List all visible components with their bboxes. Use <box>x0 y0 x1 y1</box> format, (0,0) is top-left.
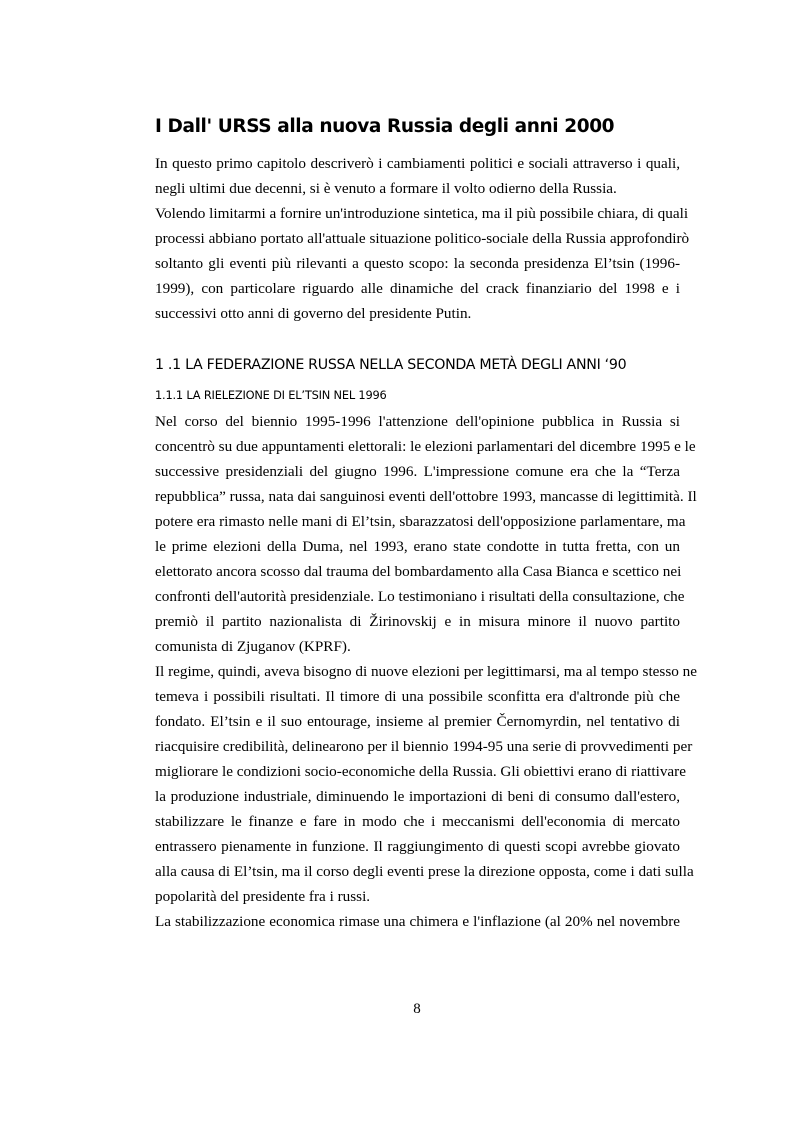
body-line: la produzione industriale, diminuendo le importazioni di beni di consumo dall'estero, <box>155 788 680 805</box>
body-line: alla causa di El’tsin, ma il corso degli eventi prese la direzione opposta, come i dati sulla <box>155 863 694 880</box>
body-line: riacquisire credibilità, delinearono per il biennio 1994-95 una serie di provvedimenti per <box>155 738 693 755</box>
body-line: La stabilizzazione economica rimase una chimera e l'inflazione (al 20% nel novembre <box>155 913 680 930</box>
body-line: Nel corso del biennio 1995-1996 l'attenzione dell'opinione pubblica in Russia si <box>155 413 680 430</box>
page-number: 8 <box>413 1001 421 1017</box>
body-line: comunista di Zjuganov (KPRF). <box>155 638 351 655</box>
intro-line: processi abbiano portato all'attuale situazione politico-sociale della Russia approfondirò <box>155 230 690 247</box>
body-line: temeva i possibili risultati. Il timore di una possibile sconfitta era d'altronde più che <box>155 688 680 705</box>
body-line: confronti dell'autorità presidenziale. Lo testimoniano i risultati della consultazione, che <box>155 588 685 605</box>
chapter-title: I Dall' URSS alla nuova Russia degli anni 2000 <box>155 116 615 137</box>
body-line: potere era rimasto nelle mani di El’tsin, sbarazzatosi dell'opposizione parlamentare, ma <box>155 513 686 530</box>
body-line: repubblica” russa, nata dai sanguinosi eventi dell'ottobre 1993, mancasse di legittimità. Il <box>155 488 697 505</box>
body-line: entrassero pienamente in funzione. Il raggiungimento di questi scopi avrebbe giovato <box>155 838 680 855</box>
body-line: Il regime, quindi, aveva bisogno di nuove elezioni per legittimarsi, ma al tempo stesso ne <box>155 663 697 680</box>
intro-line: In questo primo capitolo descriverò i cambiamenti politici e sociali attraverso i quali, <box>155 155 680 172</box>
body-line: successive presidenziali del giugno 1996. L'impressione comune era che la “Terza <box>155 463 680 480</box>
body-line: popolarità del presidente fra i russi. <box>155 888 371 905</box>
body-line: elettorato ancora scosso dal trauma del bombardamento alla Casa Bianca e scettico nei <box>155 563 682 580</box>
subsection-title: 1.1.1 LA RIELEZIONE DI EL’TSIN NEL 1996 <box>155 388 387 402</box>
intro-line: Volendo limitarmi a fornire un'introduzione sintetica, ma il più possibile chiara, di quali <box>155 205 689 222</box>
body-line: premiò il partito nazionalista di Žirinovskij e in misura minore il nuovo partito <box>155 613 680 630</box>
section-title: 1 .1 LA FEDERAZIONE RUSSA NELLA SECONDA METÀ DEGLI ANNI ‘90 <box>155 357 627 373</box>
intro-line: negli ultimi due decenni, si è venuto a formare il volto odierno della Russia. <box>155 180 617 197</box>
intro-line: 1999), con particolare riguardo alle dinamiche del crack finanziario del 1998 e i <box>155 280 680 297</box>
body-line: migliorare le condizioni socio-economiche della Russia. Gli obiettivi erano di riattivare <box>155 763 686 780</box>
intro-line: soltanto gli eventi più rilevanti a questo scopo: la seconda presidenza El’tsin (1996- <box>155 255 680 272</box>
body-line: stabilizzare le finanze e fare in modo che i meccanismi dell'economia di mercato <box>155 813 680 830</box>
body-line: le prime elezioni della Duma, nel 1993, erano state condotte in tutta fretta, con un <box>155 538 680 555</box>
body-line: fondato. El’tsin e il suo entourage, insieme al premier Černomyrdin, nel tentativo di <box>155 713 680 730</box>
intro-line: successivi otto anni di governo del presidente Putin. <box>155 305 472 322</box>
body-line: concentrò su due appuntamenti elettorali: le elezioni parlamentari del dicembre 1995 e le <box>155 438 696 455</box>
